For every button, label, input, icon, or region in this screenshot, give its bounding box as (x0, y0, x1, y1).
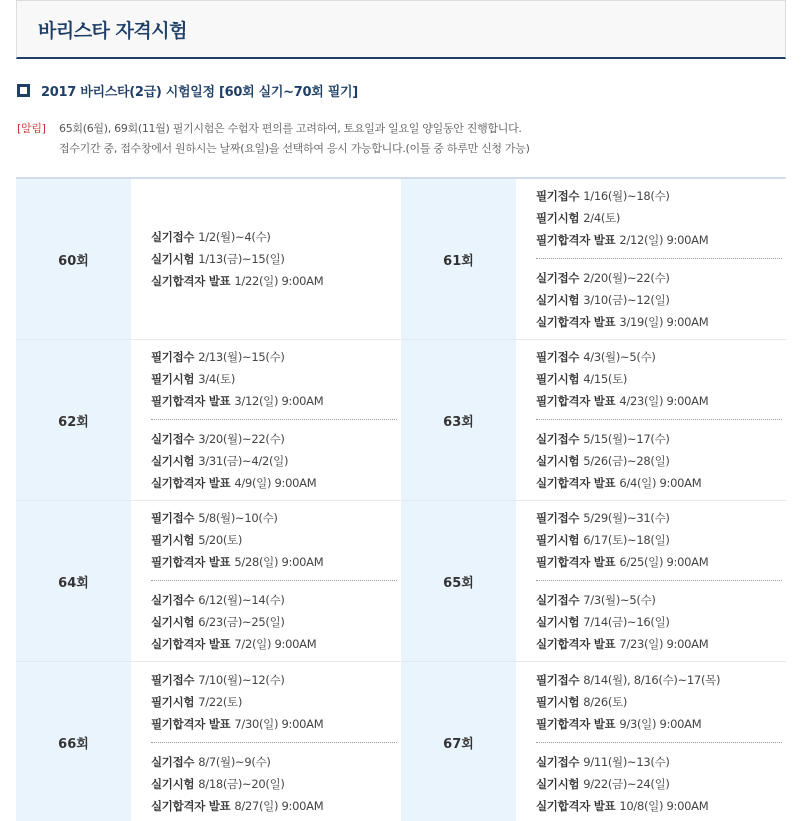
schedule-item-label: 실기접수 (536, 271, 580, 285)
schedule-line (536, 507, 782, 529)
schedule-item-label: 실기접수 (536, 754, 580, 769)
schedule-line (536, 551, 782, 573)
schedule-item-date: 8/14(월), 8/16(수)~17(목) (583, 672, 721, 687)
schedule-block (536, 742, 782, 821)
notice-tag: [알림] (17, 122, 46, 135)
schedule-block (151, 222, 397, 296)
schedule-line (536, 773, 782, 795)
schedule-item-label: 실기합격자 발표 (151, 476, 231, 490)
schedule-line (536, 428, 782, 450)
page-header (16, 0, 786, 59)
schedule-item-label: 필기합격자 발표 (536, 716, 616, 731)
schedule-line (536, 207, 782, 229)
schedule-block (536, 258, 782, 337)
schedule-item-label: 실기시험 (536, 293, 580, 307)
schedule-block (536, 503, 782, 577)
schedule-line (151, 611, 397, 633)
schedule-item-label: 실기시험 (536, 454, 580, 468)
schedule-item-date: 7/30(일) 9:00AM (234, 716, 324, 731)
schedule-cell (516, 179, 786, 339)
schedule-item-date: 1/13(금)~15(일) (198, 252, 285, 266)
schedule-item-label: 필기접수 (151, 511, 195, 525)
section-title: 2017 바리스타(2급) 시험일정 [60회 실기~70회 필기] (41, 84, 358, 100)
schedule-row (16, 179, 786, 340)
schedule-line (536, 368, 782, 390)
schedule-item-date: 6/4(일) 9:00AM (619, 476, 702, 490)
schedule-item-label: 필기시험 (536, 694, 580, 709)
round-label: 67회 (401, 662, 516, 821)
schedule-item-label: 필기접수 (536, 189, 580, 203)
schedule-item-label: 필기접수 (536, 350, 580, 364)
schedule-block (151, 342, 397, 416)
schedule-line (536, 229, 782, 251)
schedule-line (151, 226, 397, 248)
schedule-item-label: 필기시험 (536, 533, 580, 547)
schedule-item-label: 실기합격자 발표 (536, 315, 616, 329)
schedule-line (151, 773, 397, 795)
schedule-line (151, 270, 397, 292)
schedule-cell (516, 662, 786, 821)
schedule-block (536, 342, 782, 416)
schedule-line (536, 390, 782, 412)
schedule-line (151, 472, 397, 494)
schedule-row (16, 662, 786, 821)
schedule-item-label: 필기시험 (151, 694, 195, 709)
schedule-item-date: 5/26(금)~28(일) (583, 454, 670, 468)
schedule-line (151, 346, 397, 368)
schedule-item-date: 8/26(토) (583, 694, 628, 709)
schedule-line (536, 611, 782, 633)
schedule-cell (131, 340, 401, 500)
schedule-item-date: 8/7(월)~9(수) (198, 754, 271, 769)
schedule-item-label: 필기접수 (536, 511, 580, 525)
schedule-line (151, 428, 397, 450)
schedule-line (536, 267, 782, 289)
schedule-line (536, 346, 782, 368)
schedule-item-label: 필기합격자 발표 (151, 716, 231, 731)
schedule-item-date: 9/3(일) 9:00AM (619, 716, 702, 731)
schedule-block (536, 181, 782, 255)
schedule-line (536, 185, 782, 207)
schedule-line (151, 529, 397, 551)
schedule-cell (516, 501, 786, 661)
schedule-item-date: 2/12(일) 9:00AM (619, 233, 709, 247)
schedule-item-label: 필기시험 (151, 372, 195, 386)
schedule-item-date: 10/8(일) 9:00AM (619, 798, 709, 813)
schedule-line (536, 529, 782, 551)
notice-line-1: 65회(6월), 69회(11월) 필기시험은 수험자 편의를 고려하여, 토요일과 일요일 양일동안 진행합니다. (59, 122, 522, 135)
schedule-item-date: 6/23(금)~25(일) (198, 615, 285, 629)
schedule-item-label: 실기합격자 발표 (536, 476, 616, 490)
schedule-line (151, 795, 397, 817)
schedule-item-label: 실기시험 (536, 776, 580, 791)
round-label: 62회 (16, 340, 131, 500)
schedule-item-date: 3/20(월)~22(수) (198, 432, 285, 446)
schedule-item-label: 필기접수 (151, 350, 195, 364)
schedule-item-label: 필기합격자 발표 (536, 555, 616, 569)
notice-line-2: 접수기간 중, 접수창에서 원하시는 날짜(요일)을 선택하여 응시 가능합니다.(이틀 중 하루만 신청 가능) (59, 142, 530, 155)
schedule-item-date: 5/8(월)~10(수) (198, 511, 278, 525)
schedule-item-date: 9/22(금)~24(일) (583, 776, 670, 791)
schedule-row (16, 501, 786, 662)
schedule-item-date: 9/11(월)~13(수) (583, 754, 670, 769)
schedule-item-label: 필기접수 (151, 672, 195, 687)
schedule-line (536, 795, 782, 817)
round-label: 63회 (401, 340, 516, 500)
schedule-line (536, 589, 782, 611)
round-label: 61회 (401, 179, 516, 339)
schedule-line (151, 751, 397, 773)
schedule-line (536, 472, 782, 494)
schedule-item-date: 1/22(일) 9:00AM (234, 274, 324, 288)
section-header (17, 80, 358, 100)
schedule-item-date: 8/27(일) 9:00AM (234, 798, 324, 813)
schedule-item-label: 필기합격자 발표 (536, 394, 616, 408)
schedule-cell (131, 501, 401, 661)
schedule-item-label: 실기합격자 발표 (536, 798, 616, 813)
round-label: 66회 (16, 662, 131, 821)
schedule-item-date: 3/4(토) (198, 372, 236, 386)
schedule-line (151, 507, 397, 529)
schedule-line (151, 450, 397, 472)
schedule-item-label: 실기합격자 발표 (536, 637, 616, 651)
schedule-table (16, 177, 786, 821)
schedule-line (151, 713, 397, 735)
schedule-item-date: 7/22(토) (198, 694, 243, 709)
schedule-item-date: 6/12(월)~14(수) (198, 593, 285, 607)
schedule-item-label: 실기접수 (151, 593, 195, 607)
notice (17, 119, 530, 159)
schedule-item-date: 7/3(월)~5(수) (583, 593, 656, 607)
schedule-line (536, 633, 782, 655)
schedule-line (536, 311, 782, 333)
schedule-item-date: 1/16(월)~18(수) (583, 189, 670, 203)
schedule-item-label: 필기접수 (536, 672, 580, 687)
schedule-line (151, 669, 397, 691)
schedule-item-date: 7/2(일) 9:00AM (234, 637, 317, 651)
schedule-block (536, 580, 782, 659)
schedule-item-date: 4/9(일) 9:00AM (234, 476, 317, 490)
schedule-block (151, 419, 397, 498)
schedule-line (536, 669, 782, 691)
round-label: 65회 (401, 501, 516, 661)
schedule-item-label: 실기접수 (536, 593, 580, 607)
page-title: 바리스타 자격시험 (38, 20, 187, 42)
schedule-item-date: 1/2(월)~4(수) (198, 230, 271, 244)
schedule-item-date: 3/31(금)~4/2(일) (198, 454, 289, 468)
round-label: 60회 (16, 179, 131, 339)
schedule-item-date: 3/12(일) 9:00AM (234, 394, 324, 408)
schedule-line (536, 450, 782, 472)
schedule-item-date: 4/23(일) 9:00AM (619, 394, 709, 408)
schedule-item-label: 실기접수 (536, 432, 580, 446)
schedule-item-label: 필기시험 (536, 372, 580, 386)
schedule-item-date: 5/28(일) 9:00AM (234, 555, 324, 569)
schedule-item-label: 실기시험 (151, 776, 195, 791)
schedule-line (536, 751, 782, 773)
schedule-item-date: 5/20(토) (198, 533, 243, 547)
schedule-item-label: 필기합격자 발표 (151, 555, 231, 569)
schedule-item-date: 2/20(월)~22(수) (583, 271, 670, 285)
schedule-item-date: 2/13(월)~15(수) (198, 350, 285, 364)
schedule-item-date: 4/3(월)~5(수) (583, 350, 656, 364)
schedule-item-date: 3/10(금)~12(일) (583, 293, 670, 307)
schedule-block (151, 503, 397, 577)
schedule-item-label: 실기합격자 발표 (151, 274, 231, 288)
schedule-block (151, 742, 397, 821)
schedule-item-label: 실기합격자 발표 (151, 798, 231, 813)
square-bullet-icon (17, 84, 30, 97)
schedule-item-label: 실기시험 (536, 615, 580, 629)
schedule-cell (131, 662, 401, 821)
schedule-item-date: 6/17(토)~18(일) (583, 533, 670, 547)
schedule-line (536, 713, 782, 735)
schedule-item-date: 8/18(금)~20(일) (198, 776, 285, 791)
schedule-item-label: 실기접수 (151, 754, 195, 769)
schedule-line (151, 390, 397, 412)
schedule-line (151, 589, 397, 611)
schedule-line (151, 691, 397, 713)
schedule-line (151, 551, 397, 573)
schedule-block (536, 665, 782, 739)
schedule-item-label: 실기시험 (151, 615, 195, 629)
schedule-item-date: 7/10(월)~12(수) (198, 672, 285, 687)
schedule-item-label: 필기합격자 발표 (151, 394, 231, 408)
schedule-item-date: 3/19(일) 9:00AM (619, 315, 709, 329)
schedule-item-date: 5/29(월)~31(수) (583, 511, 670, 525)
schedule-block (151, 580, 397, 659)
schedule-line (151, 633, 397, 655)
schedule-item-label: 실기접수 (151, 230, 195, 244)
schedule-item-label: 실기시험 (151, 252, 195, 266)
schedule-block (151, 665, 397, 739)
schedule-block (536, 419, 782, 498)
schedule-item-date: 5/15(월)~17(수) (583, 432, 670, 446)
schedule-item-date: 6/25(일) 9:00AM (619, 555, 709, 569)
schedule-cell (516, 340, 786, 500)
round-label: 64회 (16, 501, 131, 661)
schedule-item-date: 4/15(토) (583, 372, 628, 386)
schedule-item-date: 2/4(토) (583, 211, 621, 225)
schedule-item-label: 필기시험 (151, 533, 195, 547)
schedule-line (151, 248, 397, 270)
schedule-line (151, 368, 397, 390)
schedule-item-label: 실기접수 (151, 432, 195, 446)
schedule-line (536, 289, 782, 311)
schedule-item-label: 필기시험 (536, 211, 580, 225)
schedule-cell (131, 179, 401, 339)
schedule-row (16, 340, 786, 501)
schedule-item-date: 7/14(금)~16(일) (583, 615, 670, 629)
schedule-item-label: 필기합격자 발표 (536, 233, 616, 247)
schedule-line (536, 691, 782, 713)
schedule-item-label: 실기시험 (151, 454, 195, 468)
schedule-item-label: 실기합격자 발표 (151, 637, 231, 651)
schedule-item-date: 7/23(일) 9:00AM (619, 637, 709, 651)
